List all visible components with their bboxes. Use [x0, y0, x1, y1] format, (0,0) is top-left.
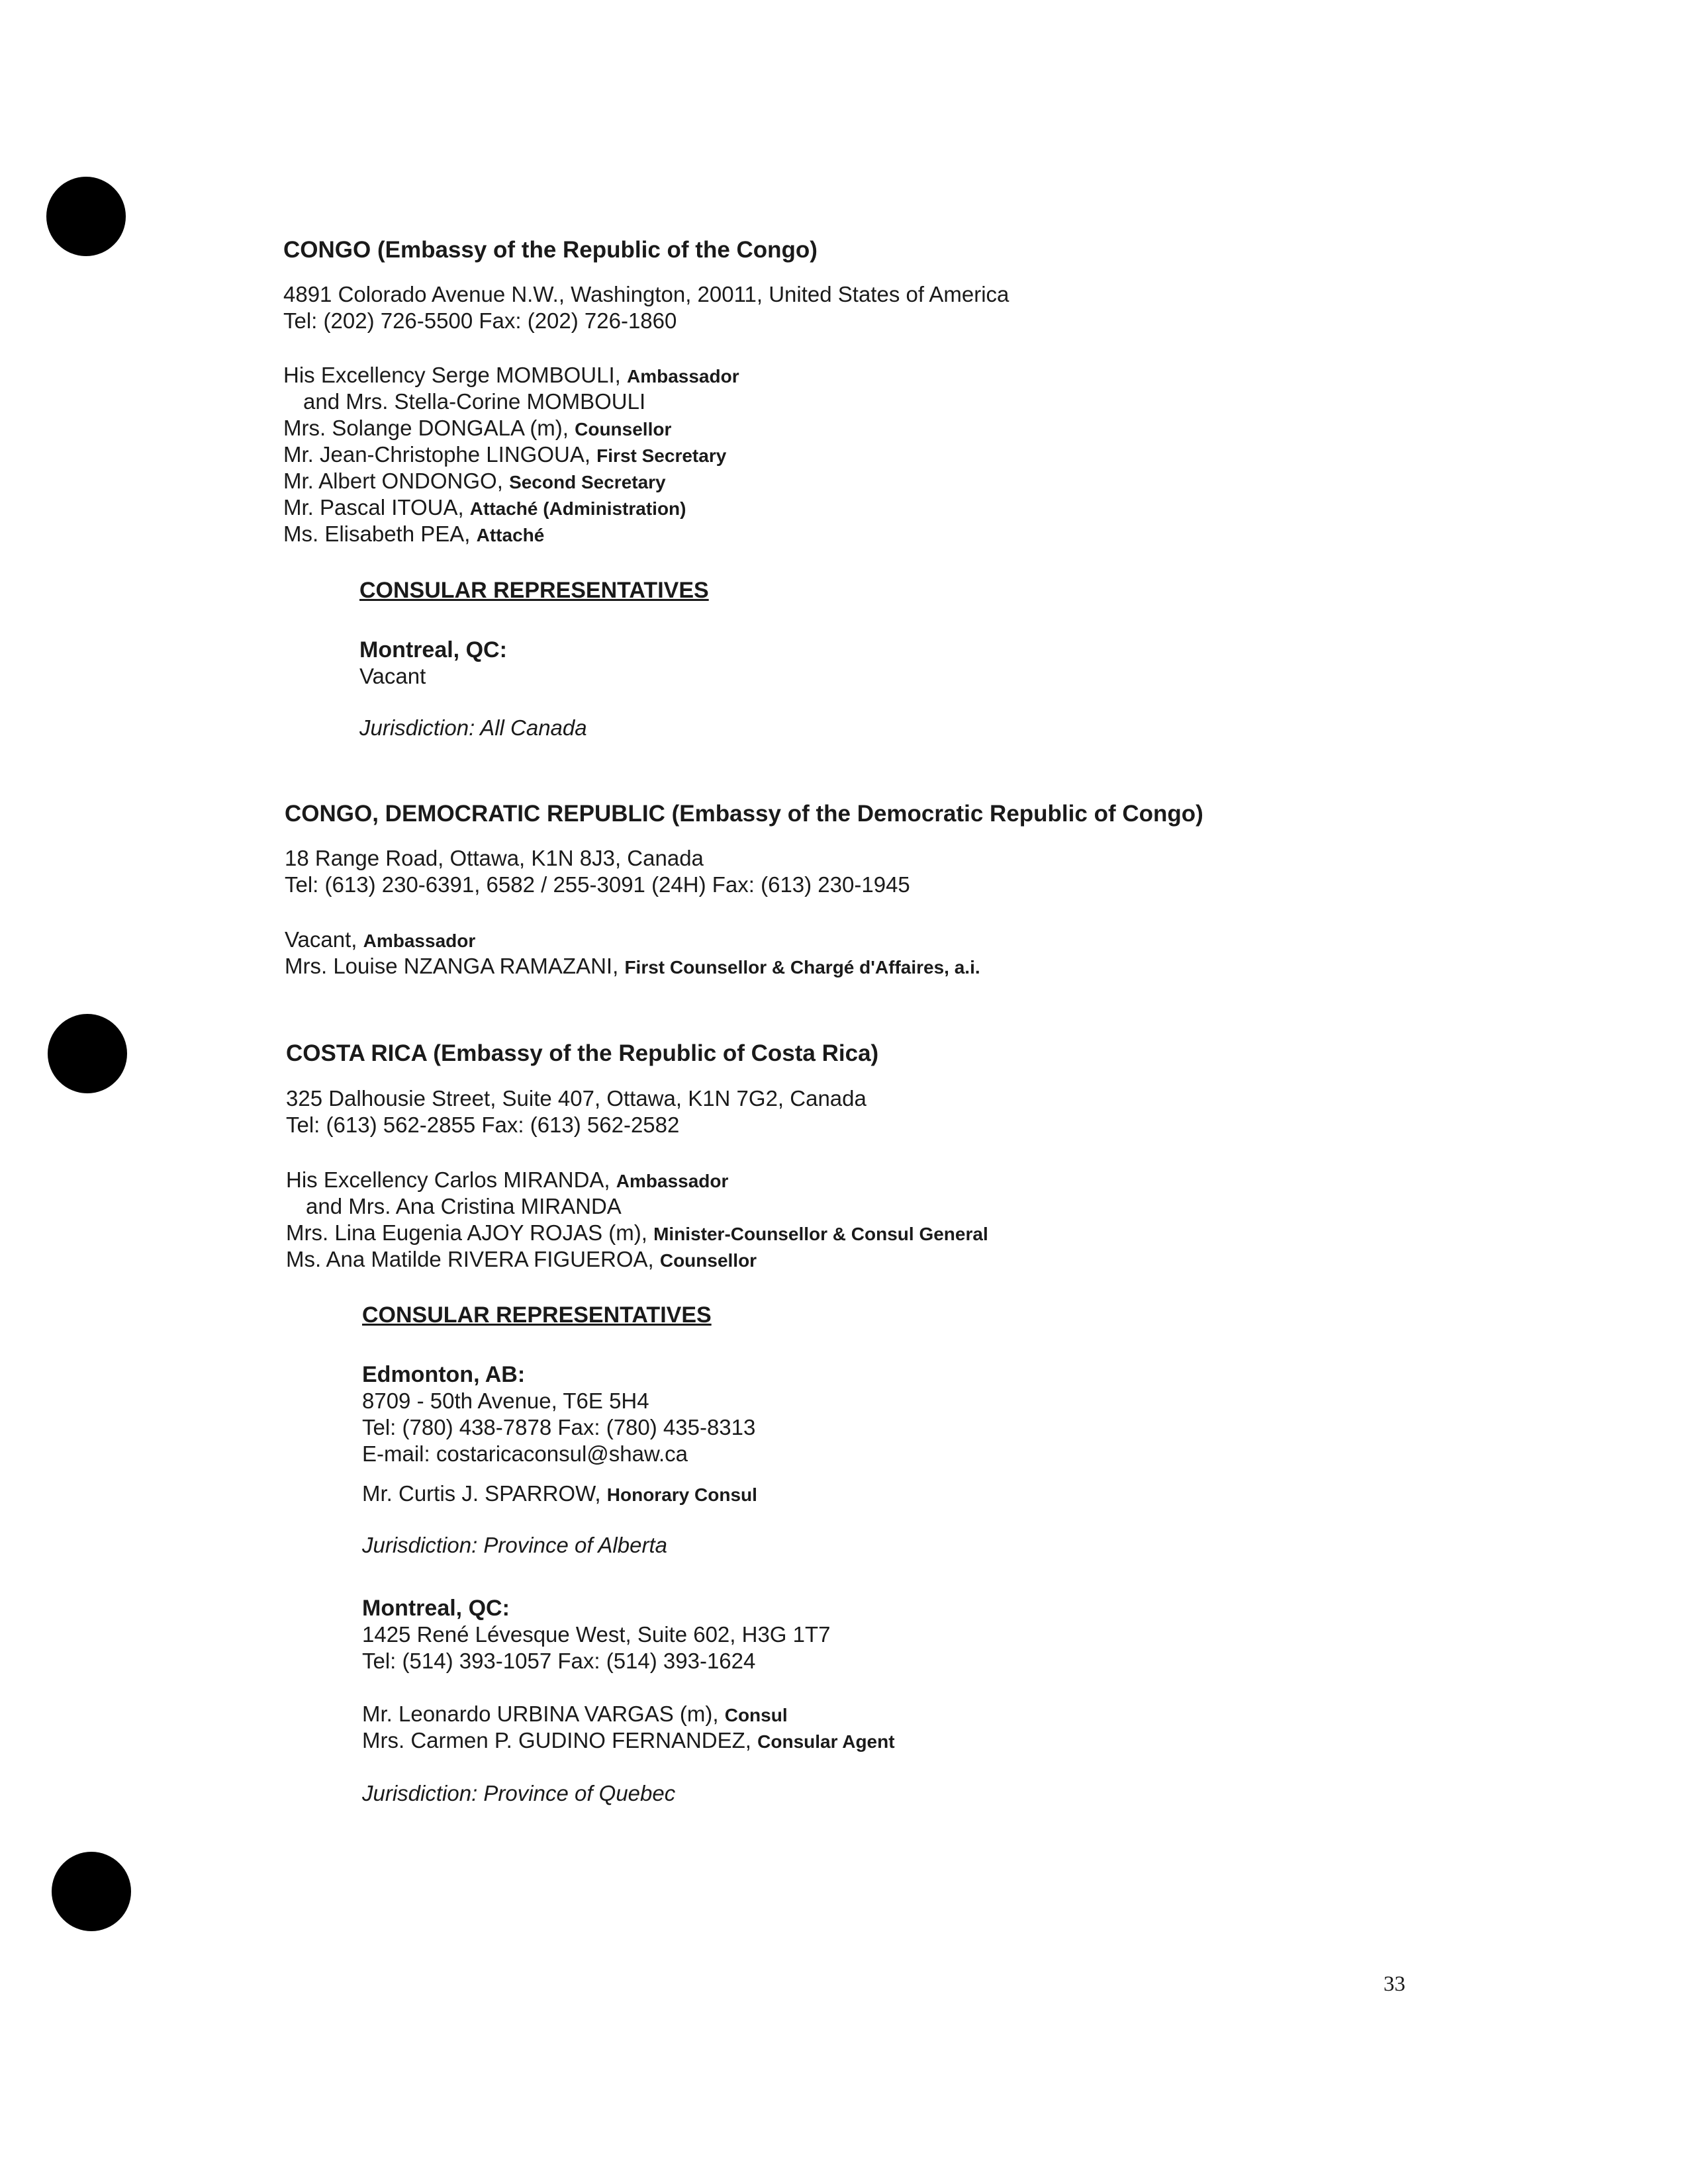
staff-title: Attaché — [476, 525, 545, 545]
section-heading: CONGO, DEMOCRATIC REPUBLIC (Embassy of the Democratic Republic of Congo) — [285, 801, 1203, 827]
staff-entry — [286, 1246, 757, 1274]
punch-hole — [52, 1852, 131, 1931]
jurisdiction: Jurisdiction: Province of Alberta — [362, 1533, 667, 1557]
staff-name: Mr. Jean-Christophe LINGOUA, — [283, 442, 590, 467]
embassy-phone: Tel: (613) 562-2855 Fax: (613) 562-2582 — [286, 1113, 680, 1137]
staff-name: Mr. Albert ONDONGO, — [283, 469, 503, 493]
staff-entry — [285, 927, 475, 954]
staff-title: Second Secretary — [509, 472, 666, 492]
staff-title: Ambassador — [363, 931, 476, 951]
staff-entry — [283, 468, 666, 496]
staff-title: Ambassador — [626, 366, 739, 387]
staff-entry — [306, 1193, 622, 1220]
staff-title: Minister-Counsellor & Consul General — [653, 1224, 988, 1244]
staff-title: Consular Agent — [757, 1731, 895, 1752]
consular-phone: Tel: (514) 393-1057 Fax: (514) 393-1624 — [362, 1649, 756, 1673]
section-heading: COSTA RICA (Embassy of the Republic of Costa Rica) — [286, 1040, 879, 1066]
punch-hole — [46, 177, 126, 256]
page-number: 33 — [1383, 1972, 1405, 1996]
staff-name: Mr. Pascal ITOUA, — [283, 495, 464, 520]
staff-name: His Excellency Carlos MIRANDA, — [286, 1167, 610, 1192]
staff-entry — [362, 1480, 757, 1508]
staff-name: Mr. Leonardo URBINA VARGAS (m), — [362, 1702, 719, 1726]
embassy-address: 18 Range Road, Ottawa, K1N 8J3, Canada — [285, 846, 704, 870]
staff-title: Ambassador — [616, 1171, 729, 1191]
staff-entry — [283, 441, 726, 469]
embassy-address: 4891 Colorado Avenue N.W., Washington, 20011, United States of America — [283, 282, 1009, 306]
staff-name: Mrs. Solange DONGALA (m), — [283, 416, 569, 440]
staff-title: Attaché (Administration) — [469, 498, 686, 519]
staff-name: His Excellency Serge MOMBOULI, — [283, 363, 621, 387]
punch-hole — [48, 1014, 127, 1093]
staff-name: and Mrs. Ana Cristina MIRANDA — [306, 1194, 622, 1218]
staff-name: Mrs. Carmen P. GUDINO FERNANDEZ, — [362, 1728, 751, 1752]
staff-title: Counsellor — [575, 419, 672, 439]
embassy-phone: Tel: (202) 726-5500 Fax: (202) 726-1860 — [283, 308, 677, 333]
consular-heading: CONSULAR REPRESENTATIVES — [359, 578, 709, 603]
staff-title: Counsellor — [659, 1250, 757, 1271]
staff-entry — [285, 953, 980, 981]
staff-entry — [283, 494, 686, 522]
consular-address: 1425 René Lévesque West, Suite 602, H3G 1T7 — [362, 1622, 831, 1647]
section-heading: CONGO (Embassy of the Republic of the Congo) — [283, 237, 818, 263]
staff-entry — [362, 1701, 788, 1729]
staff-name: and Mrs. Stella-Corine MOMBOULI — [303, 389, 646, 414]
staff-name: Ms. Ana Matilde RIVERA FIGUEROA, — [286, 1247, 654, 1271]
staff-entry — [362, 1727, 895, 1755]
staff-entry — [283, 362, 739, 390]
staff-title: First Counsellor & Chargé d'Affaires, a.i. — [624, 957, 980, 978]
staff-entry — [286, 1167, 728, 1195]
consular-heading: CONSULAR REPRESENTATIVES — [362, 1302, 712, 1328]
jurisdiction: Jurisdiction: All Canada — [359, 715, 587, 740]
staff-name: Mrs. Louise NZANGA RAMAZANI, — [285, 954, 619, 978]
embassy-address: 325 Dalhousie Street, Suite 407, Ottawa, K1N 7G2, Canada — [286, 1086, 867, 1111]
staff-title: Honorary Consul — [606, 1484, 757, 1505]
jurisdiction: Jurisdiction: Province of Quebec — [362, 1781, 676, 1805]
staff-entry — [283, 521, 544, 549]
staff-name: Vacant, — [285, 927, 357, 952]
staff-title: Consul — [724, 1705, 788, 1725]
consular-city: Montreal, QC: — [362, 1596, 510, 1621]
consular-email: E-mail: costaricaconsul@shaw.ca — [362, 1441, 688, 1466]
staff-entry — [303, 388, 645, 415]
staff-name: Mrs. Lina Eugenia AJOY ROJAS (m), — [286, 1220, 647, 1245]
staff-name: Ms. Elisabeth PEA, — [283, 522, 471, 546]
consular-phone: Tel: (780) 438-7878 Fax: (780) 435-8313 — [362, 1415, 756, 1439]
staff-title: First Secretary — [596, 445, 727, 466]
consular-detail: Vacant — [359, 664, 426, 688]
consular-city: Edmonton, AB: — [362, 1362, 526, 1387]
staff-entry — [283, 415, 671, 443]
staff-entry — [286, 1220, 988, 1248]
embassy-phone: Tel: (613) 230-6391, 6582 / 255-3091 (24H) Fax: (613) 230-1945 — [285, 872, 910, 897]
consular-address: 8709 - 50th Avenue, T6E 5H4 — [362, 1388, 649, 1413]
staff-name: Mr. Curtis J. SPARROW, — [362, 1481, 601, 1506]
consular-city: Montreal, QC: — [359, 637, 507, 662]
